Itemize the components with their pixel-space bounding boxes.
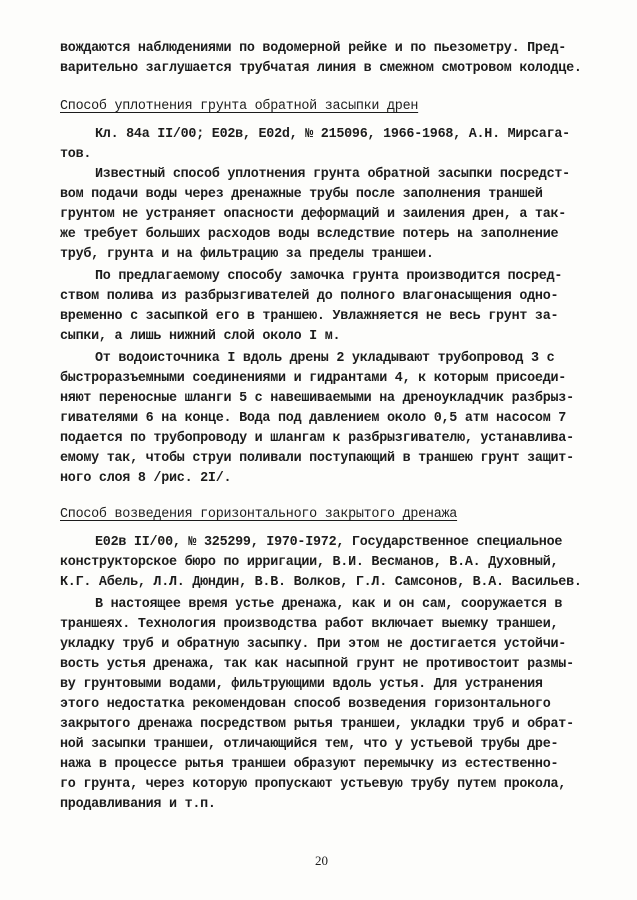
text-line-28: укладку труб и обратную засыпку. При этом не достигается устойчи- [60,637,567,652]
page-number: 20 [315,853,328,868]
text-line-7: вом подачи воды через дренажные трубы после заполнения траншей [60,187,543,202]
text-line-19: подается по трубопроводу и шлангам к разбрызгивателю, устанавлива- [60,431,574,446]
text-line-21: ного слоя 8 /рис. 2I/. [60,471,232,486]
text-line-17: няют переносные шланги 5 с навешиваемыми на дреноукладчик разбрыз- [60,391,574,406]
text-line-10: труб, грунта и на фильтрацию за пределы траншеи. [60,247,434,262]
text-line-1: вождаются наблюдениями по водомерной рейке и по пьезометру. Пред- [60,41,567,56]
text-line-9: же требует больших расходов воды вследствие потерь на заполнение [60,227,559,242]
text-line-20: емому так, чтобы струи поливали поступающий в траншею грунт защит- [60,451,574,466]
section-heading-2: Способ возведения горизонтального закрытого дренажа [60,507,458,522]
text-line-34: нажа в процессе рытья траншеи образуют перемычку из естественно- [60,757,559,772]
text-line-27: траншеях. Технология производства работ включает выемку траншеи, [60,617,559,632]
text-line-8: грунтом не устраняет опасности деформаций и заиления дрен, а так- [60,207,567,222]
authors-line-2: К.Г. Абель, Л.Л. Дюндин, В.В. Волков, Г.Л. Самсонов, В.А. Васильев. [60,575,582,590]
text-line-26: В настоящее время устье дренажа, как и он сам, сооружается в [95,597,563,612]
text-line-31: этого недостатка рекомендован способ возведения горизонтального [60,697,551,712]
text-line-32: закрытого дренажа посредством рытья траншеи, укладки труб и обрат- [60,717,574,732]
text-line-35: го грунта, через которую пропускают устьевую трубу путем прокола, [60,777,567,792]
text-line-15: От водоисточника I вдоль дрены 2 укладывают трубопровод 3 с [95,351,555,366]
text-line-18: гивателями 6 на конце. Вода под давлением около 0,5 атм насосом 7 [60,411,567,426]
text-line-2: варительно заглушается трубчатая линия в смежном смотровом колодце. [60,61,582,76]
text-line-13: временно с засыпкой его в траншею. Увлажняется не весь грунт за- [60,309,559,324]
text-line-30: ву грунтовыми водами, фильтрующими вдоль устья. Для устранения [60,677,543,692]
classification-line-1: Кл. 84а II/00; Е02в, Е02d, № 215096, 1966-1968, А.Н. Мирсага- [95,127,570,142]
text-line-29: вость устья дренажа, так как насыпной грунт не противостоит размы- [60,657,574,672]
text-line-12: ством полива из разбрызгивателей до полного влагонасыщения одно- [60,289,559,304]
section-heading-1: Способ уплотнения грунта обратной засыпки дрен [60,99,419,114]
authors-line-1: конструкторское бюро по ирригации, В.И. Весманов, В.А. Духовный, [60,555,559,570]
text-line-36: продавливания и т.п. [60,797,216,812]
text-line-14: сыпки, а лишь нижний слой около I м. [60,329,341,344]
text-line-33: ной засыпки траншеи, отличающийся тем, что у устьевой трубы дре- [60,737,559,752]
text-line-11: По предлагаемому способу замочка грунта производится посред- [95,269,563,284]
classification-line-3: Е02в II/00, № 325299, I970-I972, Государственное специальное [95,535,563,550]
classification-line-2: тов. [60,147,92,162]
text-line-16: быстроразъемными соединениями и гидрантами 4, к которым присоеди- [60,371,567,386]
text-line-6: Известный способ уплотнения грунта обратной засыпки посредст- [95,167,570,182]
